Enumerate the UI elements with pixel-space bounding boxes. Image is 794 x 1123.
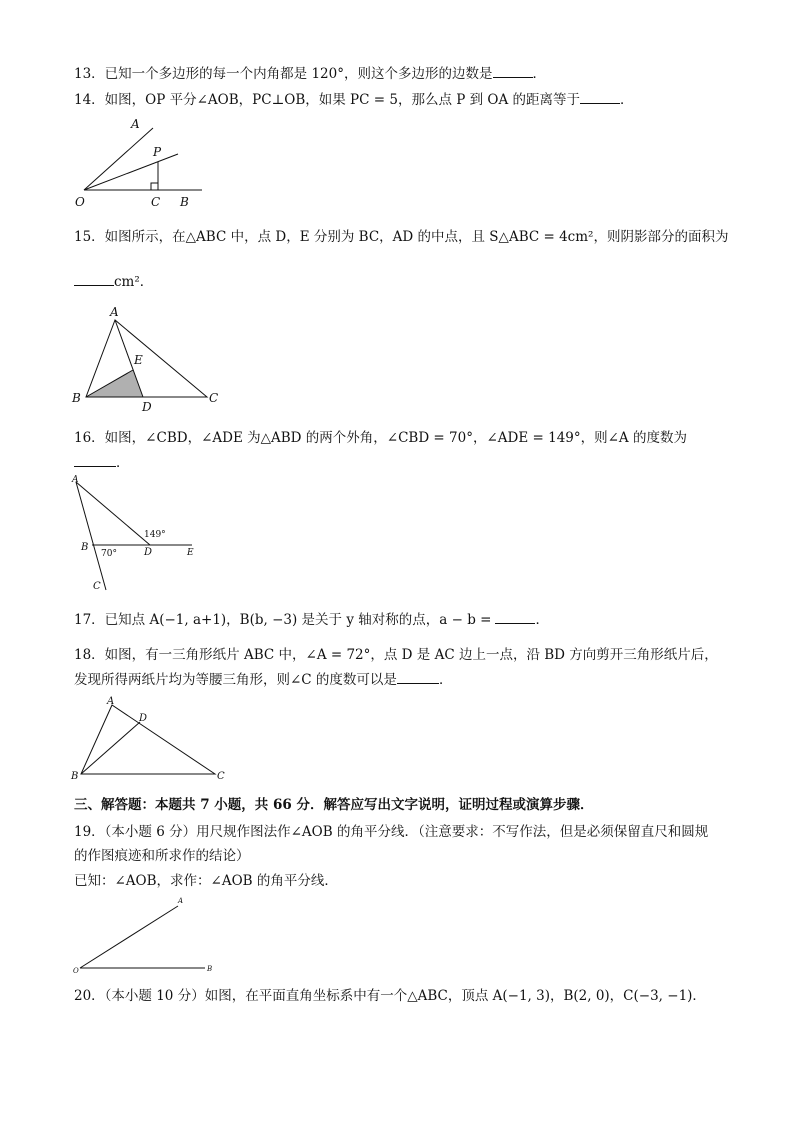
answer-blank[interactable] xyxy=(495,609,535,624)
label-o: O xyxy=(73,967,79,975)
figure-q19 xyxy=(70,892,230,982)
label-b: B xyxy=(180,195,189,209)
section-3-heading: 三、解答题：本题共 7 小题，共 66 分．解答应写出文字说明，证明过程或演算步骤． xyxy=(74,797,594,813)
label-a: A xyxy=(107,696,115,707)
question-14: 14．如图，OP 平分∠AOB，PC⊥OB，如果 PC = 5，那么点 P 到 OA 的距离等于 ． xyxy=(74,89,634,110)
question-19-line2: 的作图痕迹和所求作的结论） xyxy=(74,848,250,864)
segment-ad xyxy=(76,482,150,545)
label-c: C xyxy=(151,195,161,209)
question-13: 13．已知一个多边形的每一个内角都是 120°，则这个多边形的边数是 ． xyxy=(74,63,546,84)
question-16 xyxy=(74,428,687,448)
question-19-line1: 19．（本小题 6 分）用尺规作图法作∠AOB 的角平分线．（注意要求：不写作法，但是必须保留直尺和圆规 xyxy=(74,824,709,840)
label-b: B xyxy=(71,771,79,782)
label-o: O xyxy=(75,195,85,209)
label-b: B xyxy=(81,542,89,553)
question-18-line1: 18．如图，有一三角形纸片 ABC 中，∠A = 72°，点 D 是 AC 边上一点，沿 BD 方向剪开三角形纸片后， xyxy=(74,647,718,663)
line-ac xyxy=(76,482,106,590)
angle-label-149: 149° xyxy=(144,530,166,540)
label-b: B xyxy=(72,391,81,405)
right-angle-mark xyxy=(151,183,158,190)
label-a: A xyxy=(131,117,140,131)
label-e: E xyxy=(187,548,194,558)
figure-q18 xyxy=(70,694,240,786)
question-17: 17．已知点 A(−1, a+1)，B(b, −3) 是关于 y 轴对称的点，a − b = ． xyxy=(74,609,549,630)
question-16-cont: ． xyxy=(74,452,130,473)
answer-blank[interactable] xyxy=(493,63,533,78)
triangle-abc xyxy=(81,705,215,774)
ray-oa xyxy=(84,128,153,190)
question-16-text: 16．如图，∠CBD，∠ADE 为△ABD 的两个外角，∠CBD = 70°，∠ADE = 149°，则∠A 的度数为 xyxy=(74,430,687,446)
question-15-cont: cm²． xyxy=(74,271,153,292)
label-d: D xyxy=(142,400,152,414)
question-18-line2: 发现所得两纸片均为等腰三角形，则∠C 的度数可以是 ． xyxy=(74,669,452,690)
question-20: 20．（本小题 10 分）如图，在平面直角坐标系中有一个△ABC，顶点 A(−1, 3)，B(2, 0)，C(−3, −1)． xyxy=(74,988,706,1004)
label-b: B xyxy=(207,965,213,973)
question-17-text: 17．已知点 A(−1, a+1)，B(b, −3) 是关于 y 轴对称的点，a − b = xyxy=(74,612,492,628)
answer-blank[interactable] xyxy=(580,89,620,104)
answer-blank[interactable] xyxy=(74,271,114,286)
segment-bd xyxy=(81,722,140,774)
question-19-line3: 已知：∠AOB，求作：∠AOB 的角平分线． xyxy=(74,873,338,889)
label-a: A xyxy=(110,305,119,319)
label-a: A xyxy=(178,897,184,905)
question-15-text: 15．如图所示，在△ABC 中，点 D，E 分别为 BC，AD 的中点，且 S△ABC = 4cm²，则阴影部分的面积为 xyxy=(74,229,729,245)
question-15 xyxy=(74,227,728,247)
label-a: A xyxy=(72,475,79,485)
angle-label-70: 70° xyxy=(101,549,117,559)
answer-blank[interactable] xyxy=(397,669,439,684)
ray-oa xyxy=(80,906,178,968)
label-p: P xyxy=(153,145,162,159)
ray-op xyxy=(84,154,178,190)
label-c: C xyxy=(209,391,219,405)
figure-q15 xyxy=(70,304,230,414)
label-c: C xyxy=(217,771,225,782)
label-d: D xyxy=(139,713,148,724)
question-13-text: 13．已知一个多边形的每一个内角都是 120°，则这个多边形的边数是 xyxy=(74,66,493,82)
label-e: E xyxy=(134,353,143,367)
answer-blank[interactable] xyxy=(74,452,116,467)
label-d: D xyxy=(144,547,153,558)
figure-q14 xyxy=(70,112,210,212)
label-c: C xyxy=(93,581,101,592)
figure-q16 xyxy=(68,472,208,594)
question-14-text: 14．如图，OP 平分∠AOB，PC⊥OB，如果 PC = 5，那么点 P 到 OA 的距离等于 xyxy=(74,92,581,108)
triangle-abc xyxy=(86,320,207,397)
